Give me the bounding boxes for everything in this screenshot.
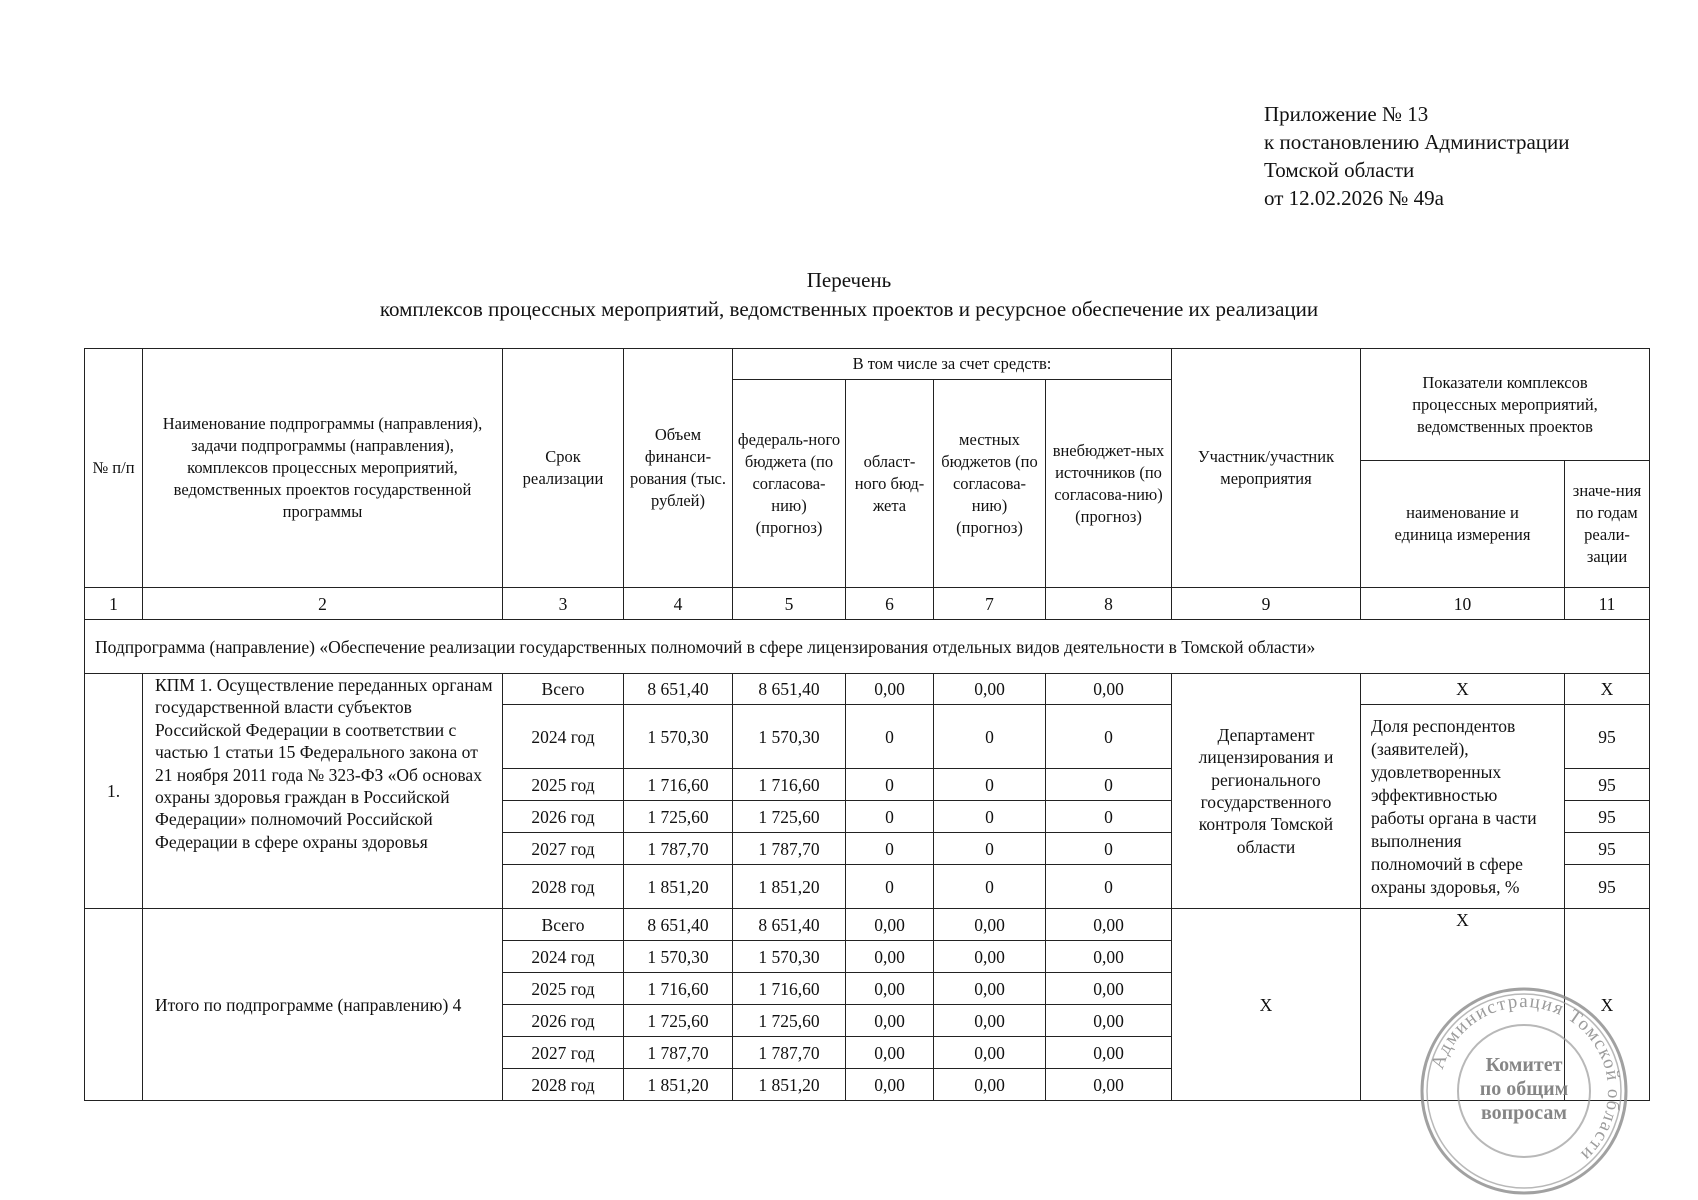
total-extra: 0,00 [1046,973,1172,1005]
column-number: 9 [1172,588,1361,620]
total-federal: 8 651,40 [733,909,846,941]
header-indicator-value: значе-ния по годам реали-зации [1565,461,1650,588]
kpm-indicator-value: 95 [1565,769,1650,801]
kpm-indicator-value: 95 [1565,801,1650,833]
total-regional: 0,00 [846,909,934,941]
stamp-ring-text: Администрация Томской области [1427,990,1625,1166]
total-term: 2028 год [503,1069,624,1101]
kpm-extra: 0,00 [1046,674,1172,705]
kpm-volume: 8 651,40 [624,674,733,705]
program-table [84,348,1650,1101]
kpm-indicator-value: Х [1565,674,1650,705]
appendix-line: Приложение № 13 [1264,102,1429,126]
total-regional: 0,00 [846,1005,934,1037]
column-number: 8 [1046,588,1172,620]
header-extra: внебюджет-ных источников (по согласова-нию) (прогноз) [1046,380,1172,588]
appendix-block [1264,100,1570,212]
column-number: 6 [846,588,934,620]
kpm-regional: 0 [846,865,934,909]
kpm-volume: 1 851,20 [624,865,733,909]
kpm-local: 0 [934,865,1046,909]
total-extra: 0,00 [1046,941,1172,973]
kpm-federal: 8 651,40 [733,674,846,705]
kpm-federal: 1 716,60 [733,769,846,801]
subprogram-row: Подпрограмма (направление) «Обеспечение реализации государственных полномочий в сфере лицензирования отдельных видов деятельности в Томской области» [85,620,1650,674]
header-sources-group: В том числе за счет средств: [733,349,1172,380]
header-local: местных бюджетов (по согласова-нию) (прогноз) [934,380,1046,588]
total-federal: 1 725,60 [733,1005,846,1037]
kpm-term: Всего [503,674,624,705]
total-regional: 0,00 [846,941,934,973]
stamp-line: по общим [1479,1078,1569,1100]
total-volume: 8 651,40 [624,909,733,941]
total-federal: 1 716,60 [733,973,846,1005]
total-regional: 0,00 [846,1069,934,1101]
kpm-extra: 0 [1046,769,1172,801]
kpm-federal: 1 725,60 [733,801,846,833]
kpm-volume: 1 725,60 [624,801,733,833]
total-local: 0,00 [934,1005,1046,1037]
column-number: 2 [143,588,503,620]
kpm-volume: 1 570,30 [624,705,733,769]
kpm-indicator-name: Доля респондентов (заявителей), удовлетворенных эффективностью работы органа в части выполнения полномочий в сфере охраны здоровья, % [1361,705,1565,909]
kpm-name: КПМ 1. Осуществление переданных органам государственной власти субъектов Российской Федерации в соответствии с частью 1 статьи 15 Федерального закона от 21 ноября 2011 года № 323-ФЗ «Об основах охраны здоровья граждан в Российской Федерации» полномочий Российской Федерации в сфере охраны здоровья [143,674,503,909]
total-local: 0,00 [934,941,1046,973]
kpm-regional: 0,00 [846,674,934,705]
kpm-local: 0 [934,833,1046,865]
kpm-indicator-value: 95 [1565,833,1650,865]
kpm-federal: 1 851,20 [733,865,846,909]
header-federal: федераль-ного бюджета (по согласова-нию) (прогноз) [733,380,846,588]
appendix-line: к постановлению Администрации [1264,130,1570,154]
kpm-extra: 0 [1046,833,1172,865]
kpm-term: 2028 год [503,865,624,909]
column-number: 1 [85,588,143,620]
total-federal: 1 787,70 [733,1037,846,1069]
kpm-regional: 0 [846,833,934,865]
total-participant: Х [1172,909,1361,1101]
kpm-extra: 0 [1046,705,1172,769]
total-extra: 0,00 [1046,1069,1172,1101]
header-participant: Участник/участник мероприятия [1172,349,1361,588]
kpm-volume: 1 787,70 [624,833,733,865]
total-number-cell [85,909,143,1101]
official-stamp [1418,985,1630,1197]
total-volume: 1 570,30 [624,941,733,973]
kpm-federal: 1 570,30 [733,705,846,769]
kpm-extra: 0 [1046,865,1172,909]
kpm-regional: 0 [846,769,934,801]
total-term: 2027 год [503,1037,624,1069]
kpm-indicator-value: 95 [1565,705,1650,769]
title-line: Перечень [806,268,892,292]
kpm-regional: 0 [846,705,934,769]
stamp-line: вопросам [1480,1102,1568,1124]
total-federal: 1 851,20 [733,1069,846,1101]
total-regional: 0,00 [846,1037,934,1069]
kpm-term: 2024 год [503,705,624,769]
kpm-indicator-value: 95 [1565,865,1650,909]
total-federal: 1 570,30 [733,941,846,973]
title-line: комплексов процессных мероприятий, ведомственных проектов и ресурсное обеспечение их реализации [379,297,1319,321]
appendix-line: от 12.02.2026 № 49а [1264,186,1445,210]
total-local: 0,00 [934,909,1046,941]
total-volume: 1 716,60 [624,973,733,1005]
kpm-term: 2027 год [503,833,624,865]
total-volume: 1 787,70 [624,1037,733,1069]
total-indicator-value: Х [1565,909,1650,1101]
total-name: Итого по подпрограмме (направлению) 4 [143,909,503,1101]
total-term: Всего [503,909,624,941]
kpm-extra: 0 [1046,801,1172,833]
kpm-term: 2026 год [503,801,624,833]
header-term: Срок реализации [503,349,624,588]
total-local: 0,00 [934,973,1046,1005]
header-indicator-name: наименование и единица измерения [1361,461,1565,588]
total-volume: 1 851,20 [624,1069,733,1101]
header-volume: Объем финанси-рования (тыс. рублей) [624,349,733,588]
total-extra: 0,00 [1046,1037,1172,1069]
column-number: 7 [934,588,1046,620]
total-regional: 0,00 [846,973,934,1005]
appendix-line: Томской области [1264,158,1415,182]
kpm-participant: Департамент лицензирования и регионального государственного контроля Томской области [1172,674,1361,909]
total-term: 2026 год [503,1005,624,1037]
column-number: 4 [624,588,733,620]
kpm-number: 1. [85,674,143,909]
kpm-federal: 1 787,70 [733,833,846,865]
total-volume: 1 725,60 [624,1005,733,1037]
stamp-line: Комитет [1485,1054,1563,1076]
column-number: 5 [733,588,846,620]
total-local: 0,00 [934,1069,1046,1101]
document-title [0,266,1698,324]
header-regional: област-ного бюд-жета [846,380,934,588]
kpm-local: 0 [934,705,1046,769]
kpm-local: 0 [934,801,1046,833]
total-extra: 0,00 [1046,1005,1172,1037]
kpm-volume: 1 716,60 [624,769,733,801]
kpm-regional: 0 [846,801,934,833]
kpm-indicator-name-total: Х [1361,674,1565,705]
total-local: 0,00 [934,1037,1046,1069]
total-indicator-name: Х [1361,909,1565,1101]
column-number: 3 [503,588,624,620]
column-number: 11 [1565,588,1650,620]
column-number: 10 [1361,588,1565,620]
total-term: 2025 год [503,973,624,1005]
header-num: № п/п [85,349,143,588]
kpm-local: 0 [934,769,1046,801]
kpm-term: 2025 год [503,769,624,801]
header-name: Наименование подпрограммы (направления), задачи подпрограммы (направления), комплексов процессных мероприятий, ведомственных проектов государственной программы [143,349,503,588]
total-term: 2024 год [503,941,624,973]
kpm-local: 0,00 [934,674,1046,705]
total-extra: 0,00 [1046,909,1172,941]
header-indicators-group: Показатели комплексов процессных мероприятий, ведомственных проектов [1361,349,1650,461]
